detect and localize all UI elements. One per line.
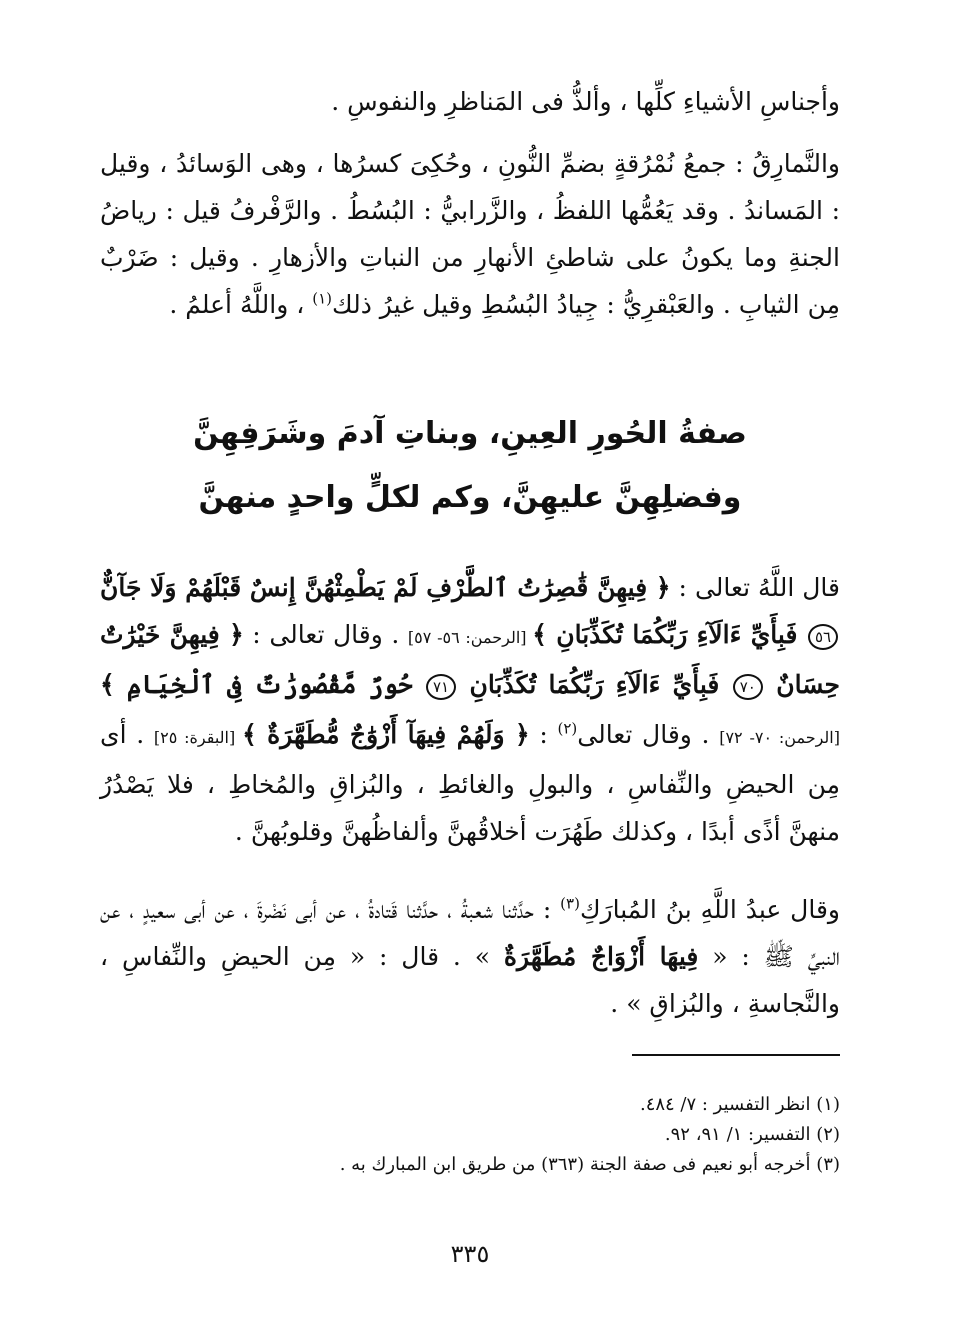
heading-line-2: وفضلِهِنَّ عليهِنَّ، وكم لكلٍّ واحدٍ منهنَّ <box>198 480 742 515</box>
ayah-3: ﴿ وَلَهُمْ فِيهَآ أَزْوَٰجٌ مُّطَهَّرَةٌ ﴾ <box>242 720 530 749</box>
paragraph-2 <box>100 140 840 328</box>
paragraph-3 <box>100 564 840 855</box>
footnote-1: (١) انظر التفسير : ٧/ ٤٨٤. <box>639 1094 840 1115</box>
ayah-number-71: ٧١ <box>426 674 456 700</box>
footnotes <box>100 1090 840 1180</box>
footnote-ref-3: (٣) <box>560 894 580 913</box>
paragraph-1 <box>100 78 840 125</box>
chapter-heading <box>100 402 840 530</box>
footnote-ref-1: (١) <box>312 289 333 308</box>
paragraph-4 <box>100 886 840 1027</box>
hadith-quote: فِيهَا أَزْوَاجٌ مُطَهَّرَةٌ <box>503 942 699 971</box>
ref-2: [الرحمن: ٧٠- ٧٢] <box>719 728 840 747</box>
page-number: ٣٣٥ <box>450 1240 490 1268</box>
ayah-number-56: ٥٦ <box>808 624 838 650</box>
p3-tail: . أى مِن الحيضِ والنِّفاسِ ، والبولِ والغائطِ ، والبُزاقِ والمُخاطِ ، فلا يَصْدُرُ منهنَّ أذًى أبدًا ، وكذلك طَهُرَت أخلاقُهنَّ وألفاظُهنَّ وقلوبُهنَّ . <box>100 720 840 846</box>
book-page <box>100 60 840 1290</box>
ayah-2b: فَبِأَيِّ ءَالَآءِ رَبِّكُمَا تُكَذِّبَانِ <box>469 670 720 699</box>
footnote-divider <box>632 1054 840 1056</box>
footnote-ref-2: (٢) <box>557 719 578 738</box>
paragraph-1-text: وأجناسِ الأشياءِ كلِّها ، وألذُّ فى المَناظرِ والنفوسِ . <box>331 87 840 116</box>
ayah-1: ﴿ فِيهِنَّ قَٰصِرَٰتُ ٱلطَّرْفِ لَمْ يَطْمِثْهُنَّ إِنسٌ قَبْلَهُمْ وَلَا جَآنٌّ <box>100 573 671 602</box>
footnote-3: (٣) أخرجه أبو نعيم فى صفة الجنة (٣٦٣) من طريق ابن المبارك به . <box>339 1154 840 1175</box>
p4-a: وقال عبدُ اللَّهِ بنُ المُبارَكِ <box>579 895 840 924</box>
ayah-2c: حُورٌ مَّقْصُورَٰتٌ فِى ٱلْخِيَامِ ﴾ <box>100 670 413 699</box>
heading-line-1: صفةُ الحُورِ العِينِ، وبناتِ آدمَ وشَرَفِهِنَّ <box>193 416 747 451</box>
p3-mid-2b: : <box>529 720 558 749</box>
p4-b: : حدَّثنا شعبةُ ، حدَّثنا قَتادةُ ، عن أبى نَضْرةَ ، عن أبى سعيدٍ ، عن النبيِّ ﷺ : « <box>100 895 840 971</box>
p3-mid-2: . وقال تعالى <box>577 720 720 749</box>
p3-mid-1: . وقال تعالى : <box>243 620 408 649</box>
ayah-number-70: ٧٠ <box>733 674 763 700</box>
ref-1: [الرحمن: ٥٦- ٥٧] <box>407 628 533 647</box>
p3-intro: قال اللَّهُ تعالى : <box>670 573 840 602</box>
ref-3: [البقرة: ٢٥] <box>153 728 243 747</box>
footnote-2: (٢) التفسير: ١/ ٩١، ٩٢. <box>664 1124 840 1145</box>
ayah-2: ﴿ فِيهِنَّ خَيْرَٰتٌ حِسَانٌ <box>100 620 840 699</box>
p4-c: » . قال : « مِن الحيضِ والنِّفاسِ ، والنَّجاسةِ ، والبُزاقِ » . <box>100 942 840 1018</box>
paragraph-2-text: والنَّمارِقُ : جمعُ نُمْرُقةٍ بضمِّ النُّونِ ، وحُكِىَ كسرُها ، وهى الوَسائدُ ، وقيل : المَساندُ . وقد يَعُمُّها اللفظُ ، والزَّرابيُّ : البُسُطُ . والرَّفْرفُ قيل : رياضُ الجنةِ وما يكونُ على شاطئِ الأنهارِ من النباتِ والأزهارِ . وقيل : ضَرْبٌ مِن الثيابِ . والعَبْقرِيُّ : جِيادُ البُسُطِ وقيل غيرُ ذلك <box>100 149 840 319</box>
ayah-1b: فَبِأَيِّ ءَالَآءِ رَبِّكُمَا تُكَذِّبَانِ ﴾ <box>532 620 798 649</box>
paragraph-2-end: ، واللَّهُ أعلمُ . <box>169 290 313 319</box>
